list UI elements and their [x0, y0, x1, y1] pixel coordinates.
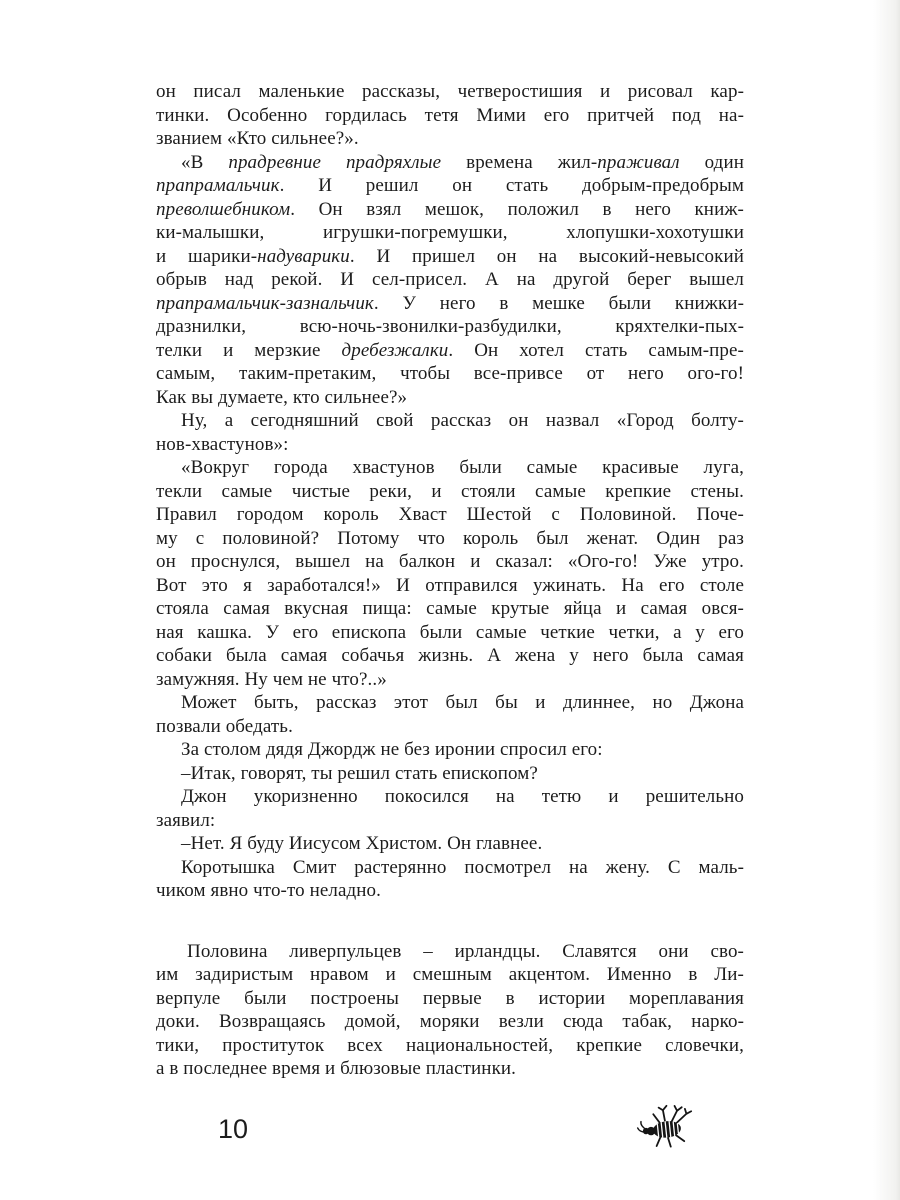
text-line: [156, 856, 744, 880]
italic-text-segment: прапрамальчик: [156, 175, 280, 196]
text-line: [156, 715, 744, 739]
text-line: [156, 963, 744, 987]
text-segment: стояла самая вкусная пища: самые крутые яйца и самая овся-: [156, 598, 744, 619]
text-segment: тики, проституток всех национальностей, крепкие словечки,: [156, 1034, 744, 1056]
text-segment: один: [679, 151, 744, 173]
text-line: [156, 879, 744, 903]
text-line: [156, 409, 744, 433]
text-segment: доки. Возвращаясь домой, моряки везли сюда табак, нарко-: [156, 1011, 744, 1032]
text-segment: собаки была самая собачья жизнь. А жена у него была самая: [156, 645, 744, 666]
text-line: [156, 668, 744, 692]
text-segment: телки и мерзкие: [156, 339, 342, 361]
beetle-icon: [634, 1104, 698, 1152]
text-segment: Коротышка Смит растерянно посмотрел на жену. С маль-: [181, 856, 744, 878]
text-line: [156, 621, 744, 645]
text-line: [156, 151, 744, 175]
italic-text-segment: преволшебником: [156, 198, 291, 220]
text-line: [156, 315, 744, 339]
text-segment: Может быть, рассказ этот был бы и длиннее, но Джона: [181, 692, 744, 713]
page-text: [156, 80, 744, 1081]
text-line: [156, 80, 744, 104]
text-line: [156, 339, 744, 363]
text-segment: нов-хвастунов»:: [156, 433, 289, 455]
page-number: 10: [218, 1114, 249, 1144]
paragraph: [156, 762, 744, 786]
text-line: [156, 1034, 744, 1058]
paragraph: [156, 856, 744, 903]
text-segment: «В: [181, 151, 229, 173]
text-line: [156, 809, 744, 833]
text-line: [156, 221, 744, 245]
text-line: [156, 1057, 744, 1081]
text-segment: Вот это я заработался!» И отправился ужинать. На его столе: [156, 574, 744, 596]
text-segment: верпуле были построены первые в истории мореплавания: [156, 987, 744, 1009]
text-line: [156, 174, 744, 198]
text-line: [156, 527, 744, 551]
paragraph: [156, 409, 744, 456]
text-segment: . У него в мешке были книжки-: [373, 292, 744, 314]
text-segment: самым, таким-претаким, чтобы все-привсе от него ого-го!: [156, 363, 744, 384]
italic-text-segment: надуварики: [257, 245, 350, 267]
text-line: [156, 691, 744, 715]
text-segment: Ну, а сегодняшний свой рассказ он назвал «Город болту-: [181, 410, 744, 431]
text-line: [156, 268, 744, 292]
text-line: [156, 574, 744, 598]
text-line: [156, 292, 744, 316]
text-segment: времена жил-: [441, 151, 598, 173]
text-segment: За столом дядя Джордж не без иронии спросил его:: [181, 739, 603, 760]
paragraph: [156, 151, 744, 410]
text-line: [156, 550, 744, 574]
text-line: [156, 127, 744, 151]
italic-text-segment: прадревние прадряхлые: [228, 151, 442, 173]
text-line: [156, 198, 744, 222]
text-segment: текли самые чистые реки, и стояли самые крепкие стены.: [156, 480, 744, 502]
text-segment: –Нет. Я буду Иисусом Христом. Он главнее.: [181, 833, 543, 854]
text-line: [156, 362, 744, 386]
text-line: [156, 738, 744, 762]
paragraph: [156, 940, 744, 1081]
text-segment: замужняя. Ну чем не что?..»: [156, 668, 387, 690]
text-segment: чиком явно что-то неладно.: [156, 880, 381, 901]
text-segment: он проснулся, вышел на балкон и сказал: «Ого-го! Уже утро.: [156, 551, 744, 572]
italic-text-segment: прапрамальчик-зазнальчик: [156, 292, 374, 314]
text-segment: ная кашка. У его епископа были самые четкие четки, а у его: [156, 621, 744, 643]
italic-text-segment: дребезжалки: [341, 339, 449, 361]
text-segment: Джон укоризненно покосился на тетю и решительно: [181, 786, 744, 807]
text-segment: им задиристым нравом и смешным акцентом. Именно в Ли-: [156, 964, 744, 985]
text-segment: . Он взял мешок, положил в него книж-: [290, 198, 744, 220]
text-line: [156, 987, 744, 1011]
text-segment: заявил:: [156, 809, 216, 831]
text-line: [156, 940, 744, 964]
text-line: [156, 104, 744, 128]
paragraph: [156, 785, 744, 832]
text-segment: дразнилки, всю-ночь-звонилки-разбудилки, кряхтелки-пых-: [156, 316, 744, 337]
text-line: [156, 597, 744, 621]
text-segment: . И пришел он на высокий-невысокий: [349, 245, 744, 267]
text-segment: и шарики-: [156, 245, 258, 267]
text-line: [156, 433, 744, 457]
text-segment: позвали обедать.: [156, 715, 293, 737]
text-segment: а в последнее время и блюзовые пластинки.: [156, 1058, 517, 1079]
text-line: [156, 785, 744, 809]
paragraph: [156, 832, 744, 856]
text-segment: обрыв над рекой. И сел-присел. А на другой берег вышел: [156, 269, 744, 290]
text-segment: . И решил он стать добрым-предобрым: [279, 175, 744, 196]
text-line: [156, 480, 744, 504]
text-segment: «Вокруг города хвастунов были самые красивые луга,: [181, 457, 744, 478]
paragraph: [156, 738, 744, 762]
text-segment: Половина ливерпульцев – ирландцы. Славятся они сво-: [187, 940, 744, 962]
text-line: [156, 456, 744, 480]
text-segment: он писал маленькие рассказы, четверостишия и рисовал кар-: [156, 81, 744, 102]
text-segment: Как вы думаете, кто сильнее?»: [156, 386, 408, 408]
paragraph: [156, 456, 744, 691]
text-segment: Правил городом король Хваст Шестой с Половиной. Поче-: [156, 504, 744, 525]
paragraph: [156, 691, 744, 738]
text-line: [156, 1010, 744, 1034]
text-segment: ки-малышки, игрушки-погремушки, хлопушки-хохотушки: [156, 222, 744, 243]
text-line: [156, 245, 744, 269]
text-line: [156, 832, 744, 856]
text-segment: . Он хотел стать самым-пре-: [448, 339, 744, 361]
text-segment: –Итак, говорят, ты решил стать епископом?: [181, 762, 538, 784]
text-line: [156, 644, 744, 668]
paragraph: [156, 80, 744, 151]
italic-text-segment: праживал: [597, 151, 680, 173]
text-segment: тинки. Особенно гордилась тетя Мими его притчей под на-: [156, 104, 744, 126]
text-line: [156, 503, 744, 527]
text-line: [156, 386, 744, 410]
text-line: [156, 762, 744, 786]
text-segment: званием «Кто сильнее?».: [156, 128, 359, 149]
text-segment: му с половиной? Потому что король был женат. Один раз: [156, 527, 744, 549]
